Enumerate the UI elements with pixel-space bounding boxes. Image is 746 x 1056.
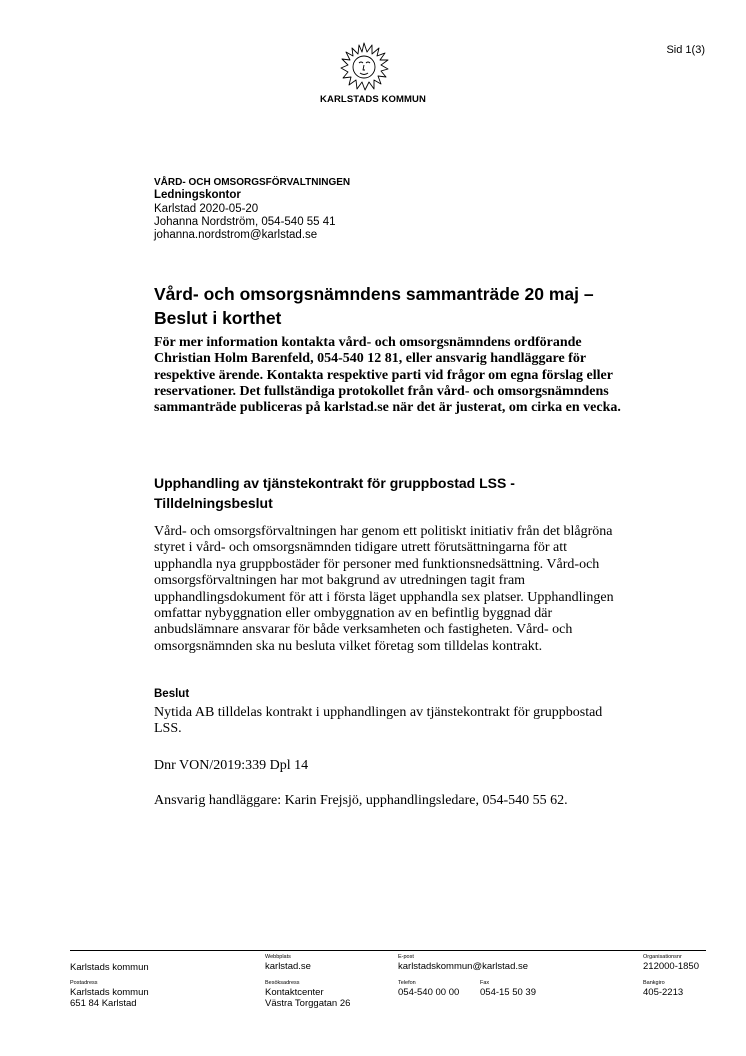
responsible-officer: Ansvarig handläggare: Karin Frejsjö, upphandlingsledare, 054-540 55 62. — [154, 793, 568, 808]
footer-fax-label: Fax — [480, 980, 490, 986]
footer-postal-line1: Karlstads kommun — [70, 987, 149, 998]
footer-fax — [480, 980, 536, 998]
sender-block — [154, 176, 350, 242]
footer-visit — [265, 980, 350, 1009]
footer-postal-line2: 651 84 Karlstad — [70, 998, 137, 1009]
footer-postal-label: Postadress — [70, 980, 98, 986]
document-title: Vård- och omsorgsnämndens sammanträde 20 maj – Beslut i korthet — [154, 284, 594, 328]
footer-email-label: E-post — [398, 954, 414, 960]
footer-org-label: Organisationsnr — [643, 954, 682, 960]
intro-paragraph: För mer information kontakta vård- och omsorgsnämndens ordförande Christian Holm Barenfeld, 054-540 12 81, eller ansvarig handläggare för respektive ärende. Kontakta respektive parti vid frågor om egna förslag eller reservationer. Det fullständiga protokollet från vård- och omsorgsnämndens sammanträde publiceras på karlstad.se när det är justerat, om cirka en vecka. — [154, 335, 621, 416]
footer-phone-label: Telefon — [398, 980, 416, 986]
footer-phone — [398, 980, 459, 998]
footer-website-label: Webbplats — [265, 954, 291, 960]
footer-email-link[interactable]: karlstadskommun@karlstad.se — [398, 961, 529, 972]
sender-office: Ledningskontor — [154, 189, 241, 202]
footer-email — [398, 954, 528, 972]
footer-org-number: 212000-1850 — [643, 961, 699, 972]
footer-fax-number: 054-15 50 39 — [480, 987, 536, 998]
sender-place-date: Karlstad 2020-05-20 — [154, 202, 259, 215]
footer-giro — [643, 980, 683, 998]
section-title: Upphandling av tjänstekontrakt för gruppbostad LSS - Tilldelningsbeslut — [154, 475, 515, 511]
decision-body: Nytida AB tilldelas kontrakt i upphandlingen av tjänstekontrakt för gruppbostad LSS. — [154, 705, 603, 737]
footer-postal — [70, 980, 149, 1009]
footer-giro-label: Bankgiro — [643, 980, 665, 986]
decision-heading: Beslut — [154, 688, 190, 700]
footer-org — [643, 954, 699, 972]
sender-email[interactable]: johanna.nordstrom@karlstad.se — [154, 229, 318, 242]
reference-number: Dnr VON/2019:339 Dpl 14 — [154, 758, 309, 773]
footer-visit-line2: Västra Torggatan 26 — [265, 998, 351, 1009]
footer-website — [265, 954, 311, 972]
footer-phone-number: 054-540 00 00 — [398, 987, 460, 998]
footer-website-link[interactable]: karlstad.se — [265, 961, 311, 972]
footer-visit-label: Besöksadress — [265, 980, 300, 986]
footer-name: Karlstads kommun — [70, 962, 149, 973]
karlstad-sun-logo-icon — [339, 42, 389, 92]
footer-visit-line1: Kontaktcenter — [265, 987, 324, 998]
page-number: Sid 1(3) — [666, 44, 705, 56]
sender-department: VÅRD- OCH OMSORGSFÖRVALTNINGEN — [154, 177, 351, 188]
section-body: Vård- och omsorgsförvaltningen har genom ett politiskt initiativ från det blågröna styret i vård- och omsorgsnämnden tidigare utrett förutsättningarna för att upphandla nya gruppbostäder för personer med funktionsnedsättning. Vård-och omsorgsförvaltningen har mot bakgrund av utredningen tagit fram upphandlingsdokument för att i första läget upphandla sex platser. Upphandlingen omfattar nybyggnation eller ombyggnation av en befintlig byggnad där anbudslämnare ansvarar för både verksamheten och fastigheten. Vård- och omsorgsnämnden ska nu besluta vilket företag som tilldelas kontrakt. — [154, 524, 614, 654]
municipality-name: KARLSTADS KOMMUN — [320, 94, 426, 105]
footer-divider — [70, 950, 706, 951]
footer-giro-number: 405-2213 — [643, 987, 684, 998]
sender-contact: Johanna Nordström, 054-540 55 41 — [154, 215, 336, 228]
